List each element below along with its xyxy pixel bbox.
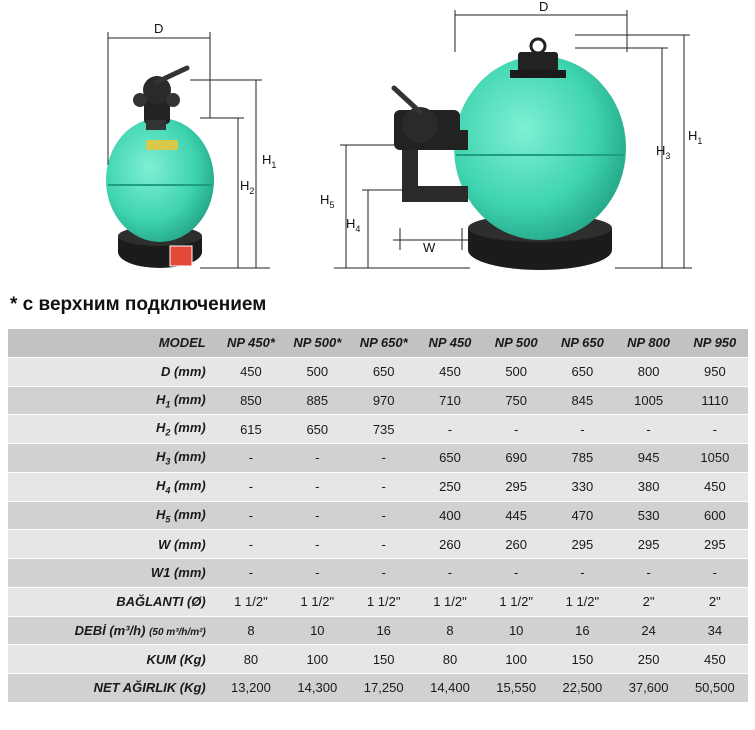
spec-row-label [8,501,218,530]
top-connection-note: * с верхним подключением [10,294,267,315]
spec-value-cell: 295 [549,530,615,559]
spec-value-cell: 37,600 [615,674,681,702]
spec-value-cell: 970 [351,386,417,415]
spec-row [8,386,748,415]
spec-value-cell: 500 [284,357,350,386]
spec-value-cell: 10 [284,616,350,645]
header-label-model: MODEL [8,329,218,358]
model-header-cell: NP 650* [351,329,417,358]
spec-value-cell: 330 [549,472,615,501]
spec-label-subscript: 5 [165,514,171,525]
spec-label-subscript: 4 [165,485,171,496]
spec-value-cell: - [417,415,483,444]
spec-label-text: W1 [150,565,171,581]
spec-label-text: D [160,364,171,380]
specification-table [8,328,748,702]
spec-value-cell: 13,200 [218,674,284,702]
side-mount-label-w: W [423,240,436,255]
spec-value-cell: 295 [682,530,748,559]
spec-row [8,645,748,674]
model-header-cell: NP 450* [218,329,284,358]
spec-value-cell: 735 [351,415,417,444]
model-header-cell: NP 650 [549,329,615,358]
spec-label-unit: (mm) [173,420,206,436]
spec-row-label [8,530,218,559]
spec-label-unit: (mm) [173,364,206,380]
spec-value-cell: 34 [682,616,748,645]
spec-value-cell: 650 [284,415,350,444]
spec-row [8,587,748,616]
spec-value-cell: - [682,559,748,588]
spec-value-cell: - [417,559,483,588]
spec-value-cell: - [218,501,284,530]
spec-row-label [8,472,218,501]
spec-value-cell: 445 [483,501,549,530]
spec-value-cell: - [284,530,350,559]
spec-value-cell: 1 1/2" [549,587,615,616]
spec-value-cell: 650 [417,444,483,473]
spec-value-cell: - [284,472,350,501]
spec-label-unit: (mm) [173,391,206,407]
spec-value-cell: 150 [351,645,417,674]
top-mount-label-h1: $H_1$ [262,152,277,170]
spec-value-cell: - [615,415,681,444]
spec-value-cell: 600 [682,501,748,530]
spec-label-text: H [155,477,166,493]
spec-value-cell: - [615,559,681,588]
spec-value-cell: - [351,472,417,501]
spec-row [8,357,748,386]
side-mount-label-d: D [539,0,549,14]
spec-row [8,415,748,444]
spec-value-cell: 690 [483,444,549,473]
spec-value-cell: - [284,559,350,588]
spec-row [8,616,748,645]
spec-value-cell: 950 [682,357,748,386]
spec-value-cell: - [351,501,417,530]
side-mount-label-h5: $H_5$ [320,192,335,210]
spec-value-cell: 710 [417,386,483,415]
spec-value-cell: 845 [549,386,615,415]
spec-row [8,674,748,702]
spec-label-text: H [155,391,166,407]
spec-row-label [8,386,218,415]
spec-value-cell: 8 [417,616,483,645]
spec-value-cell: 1110 [682,386,748,415]
spec-value-cell: - [218,559,284,588]
spec-value-cell: 100 [483,645,549,674]
spec-label-text: H [155,420,166,436]
spec-value-cell: 80 [417,645,483,674]
spec-value-cell: 260 [417,530,483,559]
spec-value-cell: 450 [218,357,284,386]
spec-value-cell: 150 [549,645,615,674]
spec-value-cell: 250 [417,472,483,501]
spec-value-cell: 14,400 [417,674,483,702]
spec-value-cell: 1050 [682,444,748,473]
spec-value-cell: 1 1/2" [351,587,417,616]
spec-label-unit: (mm) [173,565,206,581]
spec-value-cell: 295 [615,530,681,559]
spec-row-label [8,559,218,588]
spec-value-cell: - [682,415,748,444]
side-mount-filter-illustration [394,39,626,270]
spec-value-cell: 1 1/2" [483,587,549,616]
spec-value-cell: 1 1/2" [284,587,350,616]
spec-row-label [8,674,218,702]
spec-label-text: DEBİ (m³/h) [74,622,146,638]
spec-value-cell: - [218,530,284,559]
model-header-cell: NP 950 [682,329,748,358]
model-header-cell: NP 800 [615,329,681,358]
spec-value-cell: - [284,444,350,473]
model-header-cell: NP 500* [284,329,350,358]
spec-value-cell: 100 [284,645,350,674]
spec-label-text: NET AĞIRLIK (Kg) [93,680,206,696]
spec-value-cell: 260 [483,530,549,559]
spec-value-cell: 50,500 [682,674,748,702]
spec-value-cell: - [549,559,615,588]
spec-value-cell: 785 [549,444,615,473]
spec-label-unit: (mm) [173,449,206,465]
spec-value-cell: 850 [218,386,284,415]
spec-value-cell: - [218,444,284,473]
spec-value-cell: 1 1/2" [417,587,483,616]
table-header-row [8,329,748,358]
spec-value-cell: 24 [615,616,681,645]
spec-row-label [8,587,218,616]
spec-value-cell: 16 [549,616,615,645]
top-mount-filter-illustration [106,68,214,268]
spec-label-text: KUM (Kg) [146,651,206,667]
side-mount-label-h3: $H_3$ [656,143,671,161]
model-header-cell: NP 500 [483,329,549,358]
spec-label-text: BAĞLANTI (Ø) [116,594,206,610]
spec-value-cell: 22,500 [549,674,615,702]
spec-value-cell: 500 [483,357,549,386]
spec-value-cell: 800 [615,357,681,386]
spec-row-label [8,645,218,674]
spec-label-subscript: 1 [165,399,171,410]
spec-value-cell: 470 [549,501,615,530]
spec-value-cell: 400 [417,501,483,530]
spec-value-cell: 450 [682,645,748,674]
spec-label-unit: (50 m³/h/m²) [149,626,206,638]
spec-value-cell: 450 [417,357,483,386]
spec-row-label [8,415,218,444]
side-mount-label-h4: $H_4$ [346,216,361,234]
spec-value-cell: 250 [615,645,681,674]
spec-value-cell: 885 [284,386,350,415]
spec-label-unit: (mm) [173,477,206,493]
spec-value-cell: 530 [615,501,681,530]
spec-row [8,444,748,473]
spec-value-cell: 2" [615,587,681,616]
spec-value-cell: 17,250 [351,674,417,702]
spec-value-cell: - [483,415,549,444]
spec-value-cell: 295 [483,472,549,501]
top-mount-label-h2: $H_2$ [240,178,255,196]
spec-value-cell: 945 [615,444,681,473]
spec-value-cell: 8 [218,616,284,645]
spec-value-cell: 80 [218,645,284,674]
model-header-cell: NP 450 [417,329,483,358]
spec-row [8,559,748,588]
spec-value-cell: 650 [351,357,417,386]
top-mount-label-d: D [154,21,164,36]
spec-label-unit: (mm) [173,506,206,522]
spec-value-cell: 16 [351,616,417,645]
spec-value-cell: - [351,444,417,473]
spec-value-cell: - [483,559,549,588]
spec-label-text: H [155,449,166,465]
spec-value-cell: 650 [549,357,615,386]
spec-value-cell: 380 [615,472,681,501]
spec-label-subscript: 3 [165,456,171,467]
spec-value-cell: 450 [682,472,748,501]
spec-value-cell: 2" [682,587,748,616]
spec-value-cell: 1 1/2" [218,587,284,616]
spec-value-cell: 14,300 [284,674,350,702]
spec-value-cell: 1005 [615,386,681,415]
spec-value-cell: - [549,415,615,444]
spec-value-cell: - [351,559,417,588]
spec-value-cell: - [284,501,350,530]
spec-row-label [8,357,218,386]
spec-row [8,530,748,559]
spec-row [8,501,748,530]
spec-label-text: H [155,506,166,522]
spec-row-label [8,444,218,473]
spec-row-label [8,616,218,645]
side-mount-label-h1: $H_1$ [688,128,703,146]
spec-value-cell: - [218,472,284,501]
filter-dimension-diagram [0,0,755,285]
spec-value-cell: 10 [483,616,549,645]
spec-value-cell: 615 [218,415,284,444]
spec-row [8,472,748,501]
spec-label-text: W [158,536,171,552]
spec-value-cell: 15,550 [483,674,549,702]
spec-label-subscript: 2 [165,427,171,438]
spec-value-cell: 750 [483,386,549,415]
spec-label-unit: (mm) [173,536,206,552]
spec-value-cell: - [351,530,417,559]
